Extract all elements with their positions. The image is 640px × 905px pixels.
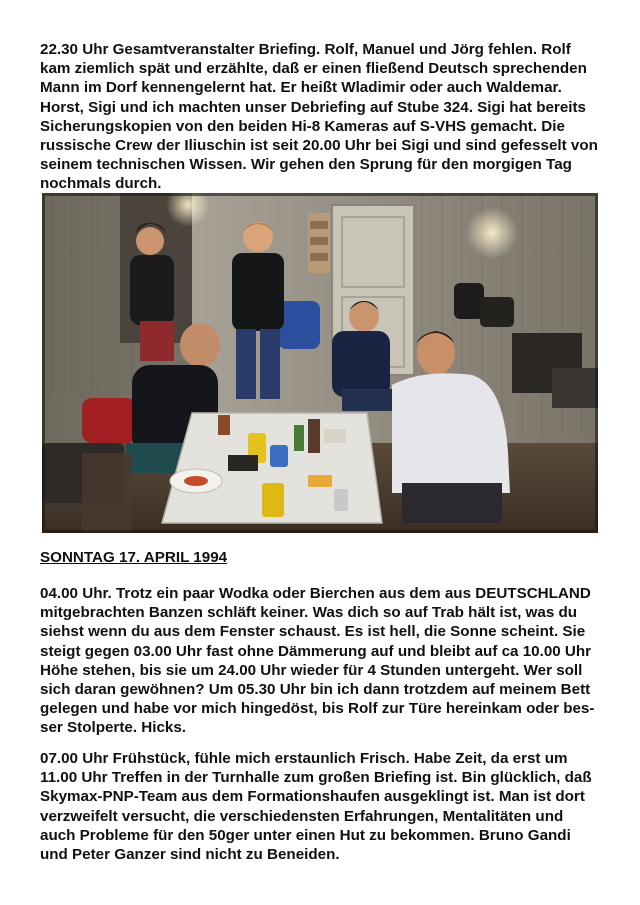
text-line: Horst, Sigi und ich machten unser Debriefing auf Stube 324. Sigi hat bereits — [40, 98, 587, 116]
text-line: steigt gegen 03.00 Uhr fast ohne Dämmerung auf und bleibt auf ca 10.00 Uhr — [40, 642, 592, 660]
camera-equipment — [454, 283, 484, 319]
text-line: 07.00 Uhr Frühstück, fühle mich erstaunlich Frisch. Habe Zeit, da erst um — [40, 750, 568, 767]
chair — [82, 453, 132, 533]
text-line: Mann im Dorf kennengelernt hat. Er heißt Wladimir oder auch Waldemar. — [40, 79, 562, 97]
photo-crew-room — [42, 193, 598, 533]
text-line: seinem technischen Wissen. Wir gehen den Sprung für den morgigen Tag — [40, 156, 572, 174]
text-line: Höhe stehen, bis sie um 24.00 Uhr wieder für 4 Stunden untergeht. Wer soll — [40, 661, 583, 679]
text-line: Sicherungskopien von den beiden Hi-8 Kameras auf S-VHS gemacht. Die — [40, 117, 565, 135]
text-line: Skymax-PNP-Team aus dem Formationshaufen ausgeklingt ist. Man ist dort — [40, 788, 585, 806]
text-line: 11.00 Uhr Treffen in der Turnhalle zum großen Briefing ist. Bin glücklich, daß — [40, 769, 592, 787]
lamp-right — [466, 207, 518, 259]
text-line: 04.00 Uhr. Trotz ein paar Wodka oder Bierchen aus dem aus DEUTSCHLAND — [40, 585, 591, 602]
text-line: russische Crew der Iliuschin ist seit 20.00 Uhr bei Sigi und sind gefesselt von — [40, 137, 598, 155]
text-line: ser Stolperte. Hicks. — [40, 719, 187, 737]
paragraph-breakfast — [40, 749, 602, 864]
text-line: siehst wenn du aus dem Fenster schaust. Es ist hell, die Sonne scheint. Sie — [40, 623, 586, 641]
paragraph-evening-briefing — [40, 40, 602, 194]
text-line: verzweifelt versucht, die verschiedensten Erfahrungen, Mentalitäten und — [40, 807, 564, 825]
paragraph-night — [40, 584, 602, 738]
text-line: gelegen und habe vor mich hingedöst, bis Rolf zur Türe hereinkam oder bes- — [40, 700, 595, 718]
blue-bag — [278, 301, 320, 349]
section-heading: SONNTAG 17. APRIL 1994 — [40, 549, 228, 566]
text-line: mitgebrachten Banzen schläft keiner. Was dich so auf Trab hält ist, was du — [40, 604, 578, 622]
text-line: auch Probleme für den 50ger unter einen Hut zu bekommen. Bruno Gandi — [40, 826, 571, 844]
text-line: und Peter Ganzer sind nicht zu Beneiden. — [40, 846, 340, 864]
text-line: nochmals durch. — [40, 175, 162, 193]
text-line: sich daran gewöhnen? Um 05.30 Uhr bin ich dann trotzdem auf meinem Bett — [40, 681, 591, 699]
red-bag — [82, 398, 137, 443]
text-line: 22.30 Uhr Gesamtveranstalter Briefing. Rolf, Manuel und Jörg fehlen. Rolf — [40, 41, 571, 58]
text-line: kam ziemlich spät und erzählte, daß er einen fließend Deutsch sprechenden — [40, 60, 587, 78]
